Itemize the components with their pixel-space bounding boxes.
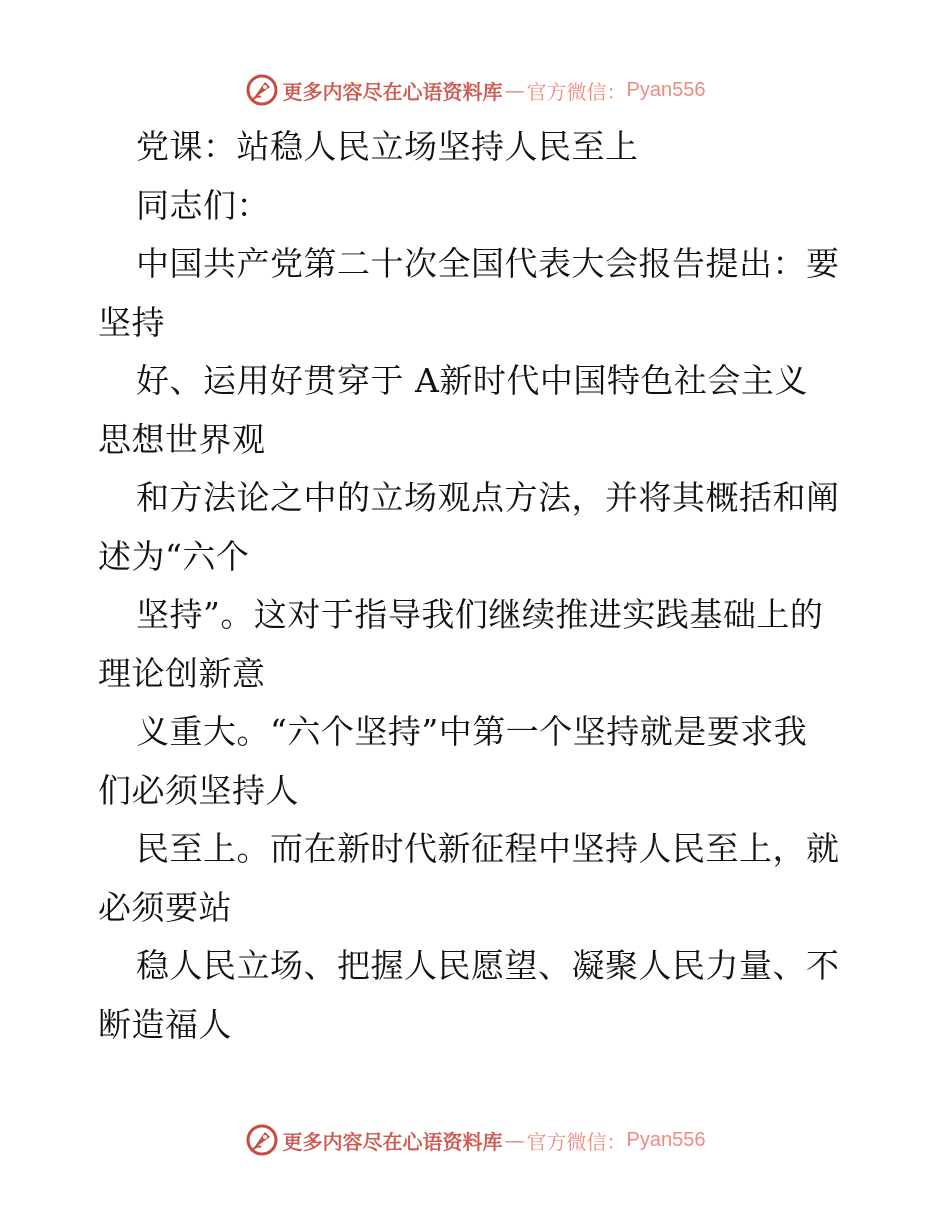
pen-nib-logo-icon (245, 1123, 279, 1157)
pen-nib-logo-icon (245, 73, 279, 107)
footer-brand: 更多内容尽在心语资料库 (282, 1129, 503, 1154)
paragraph-line: 们必须坚持人 (98, 770, 299, 810)
header-banner (0, 70, 950, 110)
paragraph-line: 必须要站 (98, 887, 232, 927)
paragraph-line: 中国共产党第二十次全国代表大会报告提出：要 (136, 244, 840, 283)
footer-separator: — (504, 1128, 525, 1152)
paragraph-line: 述为“六个 (98, 536, 250, 576)
paragraph-line: 断造福人 (98, 1004, 232, 1044)
paragraph-line: 理论创新意 (98, 653, 266, 693)
paragraph-line: 和方法论之中的立场观点方法，并将其概括和阐 (136, 478, 840, 517)
footer-wechat-label: 官方微信： (526, 1129, 627, 1154)
paragraph-line: 坚持 (98, 302, 165, 342)
header-account: Pyan556 (626, 78, 706, 101)
paragraph-line: 好、运用好贯穿于 A新时代中国特色社会主义 (136, 361, 808, 400)
paragraph-line: 坚持”。这对于指导我们继续推进实践基础上的 (136, 595, 824, 634)
paragraph-line: 思想世界观 (98, 419, 266, 459)
paragraph-line: 民至上。而在新时代新征程中坚持人民至上，就 (136, 829, 840, 868)
header-brand: 更多内容尽在心语资料库 (282, 79, 503, 104)
paragraph-line: 稳人民立场、把握人民愿望、凝聚人民力量、不 (136, 946, 840, 985)
document-title: 党课：站稳人民立场坚持人民至上 (136, 127, 639, 166)
salutation: 同志们： (136, 185, 270, 225)
footer-account: Pyan556 (626, 1128, 706, 1151)
header-separator: — (504, 78, 525, 102)
paragraph-line: 义重大。“六个坚持”中第一个坚持就是要求我 (136, 712, 808, 751)
footer-banner (0, 1120, 950, 1160)
header-wechat-label: 官方微信： (526, 79, 627, 104)
document-body (98, 118, 858, 1054)
